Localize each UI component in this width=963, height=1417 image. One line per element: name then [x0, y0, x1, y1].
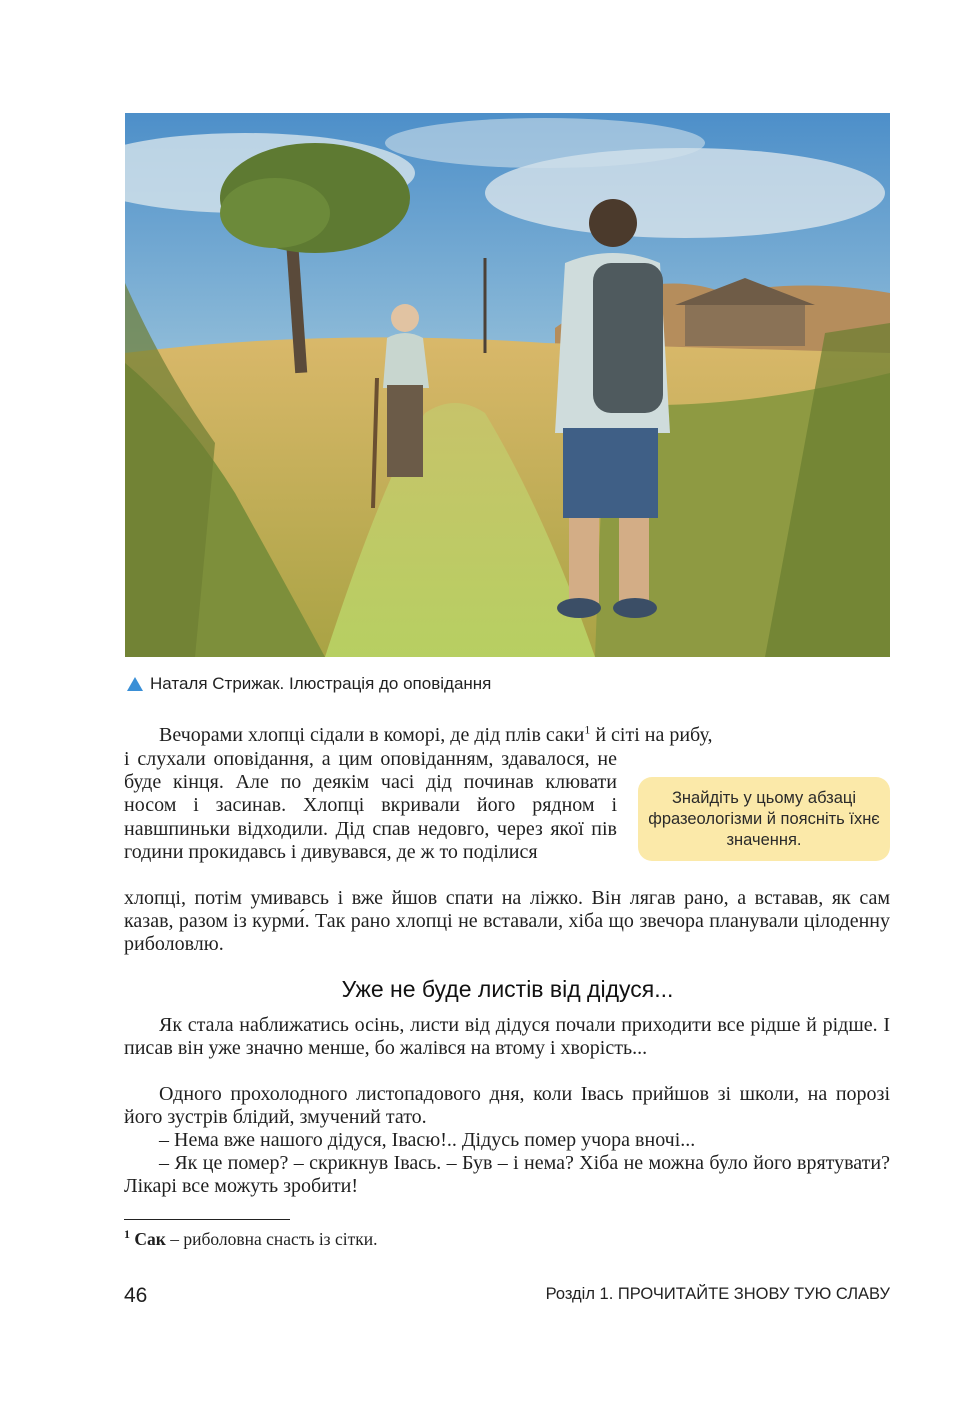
footnote — [124, 1229, 378, 1250]
paragraph-2: Як стала наближатись осінь, листи від дідуся почали приходити все рідше й рідше. І писав він уже значно менше, бо жалівся на втому і хворість... — [124, 1014, 890, 1060]
illustration-drawing — [125, 113, 890, 657]
footnote-reference: 1 — [584, 722, 591, 737]
paragraph-1-text: Вечорами хлопці сідали в коморі, де дід плів саки — [159, 724, 585, 746]
running-head: Розділ 1. ПРОЧИТАЙТЕ ЗНОВУ ТУЮ СЛАВУ — [545, 1285, 890, 1303]
footnote-rule — [124, 1219, 290, 1220]
task-callout: Знайдіть у цьому абзаці фразеологізми й поясніть їхнє значення. — [638, 777, 890, 861]
caption-text: Наталя Стрижак. Ілюстрація до оповідання — [150, 674, 492, 693]
paragraph-1-first-line — [124, 724, 890, 747]
paragraph-1-rest: хлопці, потім умивавсь і вже йшов спати на ліжко. Він лягав рано, а вставав, як сам казав, разом із курми́. Так рано хлопці не вставали, хіба що звечора планували цілоденну риболовлю. — [124, 887, 890, 956]
footnote-definition: – риболовна снасть із сітки. — [165, 1229, 378, 1249]
paragraph-3: Одного прохолодного листопадового дня, коли Івась прийшов зі школи, на порозі його зустрів блідий, змучений тато. — [124, 1083, 890, 1129]
paragraph-1-text-after: й сіті на рибу, — [590, 724, 713, 746]
illustration-caption — [127, 674, 491, 694]
illustration — [125, 113, 890, 657]
triangle-icon — [127, 677, 143, 691]
footnote-mark: 1 — [124, 1227, 130, 1242]
page-number: 46 — [124, 1284, 148, 1307]
paragraph-4: – Нема вже нашого дідуся, Івасю!.. Дідусь помер учора вночі... — [159, 1129, 696, 1151]
paragraph-5: – Як це помер? – скрикнув Івась. – Був – і нема? Хіба не можна було його врятувати? Лікарі все можуть зробити! — [124, 1152, 890, 1198]
paragraph-1-narrow: і слухали оповідання, а цим оповіданням, здавалося, не буде кінця. Але по деякім часі дід починав клювати носом і засинав. Хлопці вкривали його рядном і навшпиньки відходили. Дід спав недовго, через якої пів години прокидавсь і дивувався, де ж то поділися — [124, 748, 617, 863]
footnote-term: Сак — [134, 1229, 166, 1249]
section-heading: Уже не буде листів від дідуся... — [341, 976, 674, 1002]
